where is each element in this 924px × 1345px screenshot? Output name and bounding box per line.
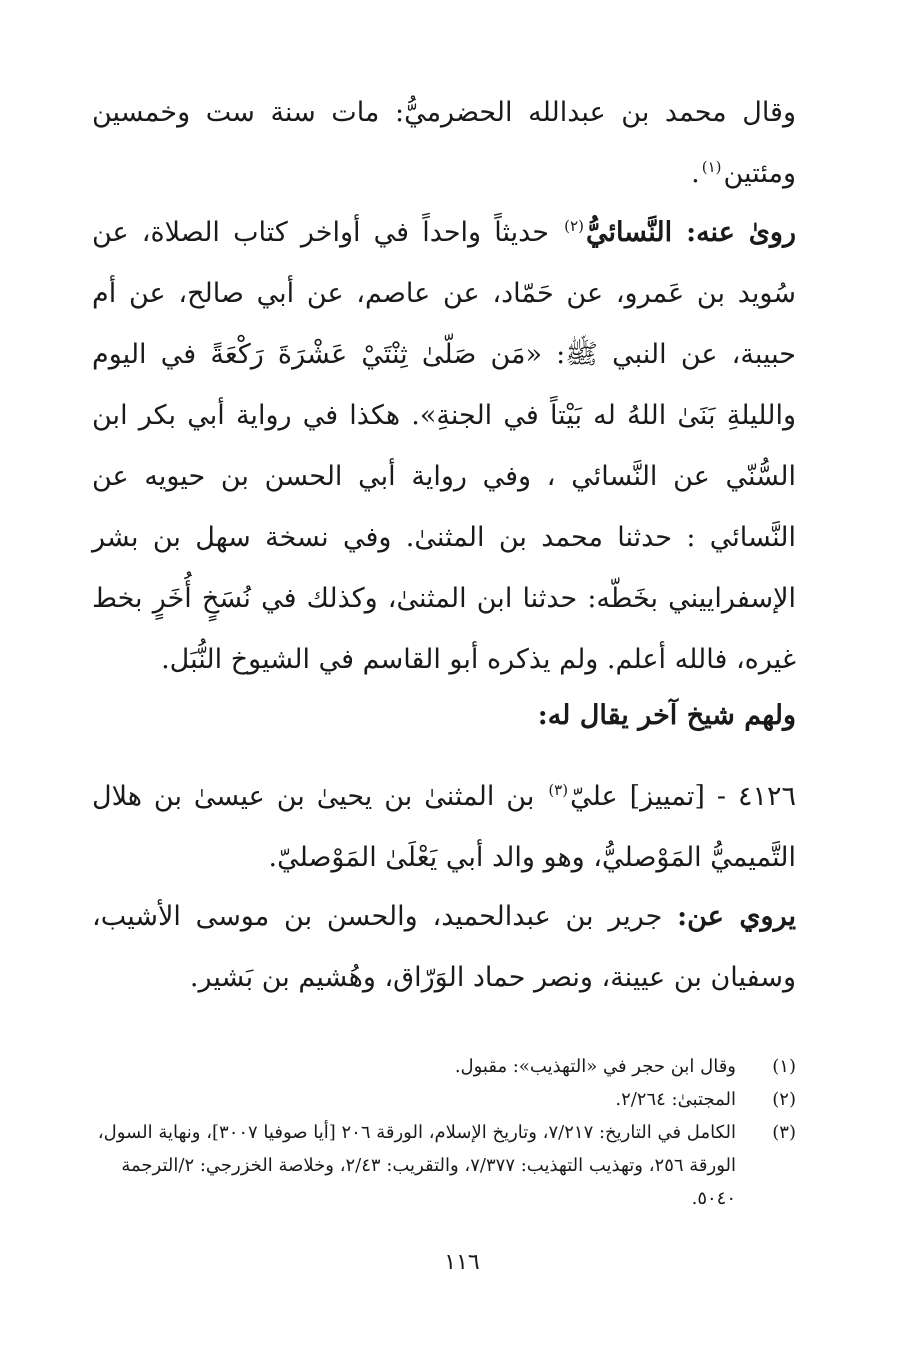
footnote-text: المجتبىٰ: ٢/٢٦٤.	[615, 1089, 736, 1110]
narrators-list: جرير بن عبدالحميد، والحسن بن موسى الأشيب، وسفيان بن عيينة، ونصر حماد الوَرّاق، وهُشيم بن بَشير.	[92, 901, 796, 993]
footnote-number: (٢)	[772, 1089, 796, 1110]
footnote-marker-1[interactable]: (١)	[701, 158, 722, 176]
narration-body: حديثاً واحداً في أواخر كتاب الصلاة، عن سُويد بن عَمرو، عن حَمّاد، عن عاصم، عن أبي صالح، عن أم حبيبة، عن النبي ﷺ: «مَن صَلّىٰ ثِنْتَيْ عَشْرَةَ رَكْعَةً في اليوم والليلةِ بَنَىٰ اللهُ له بَيْتاً في الجنةِ». هكذا في رواية أبي بكر ابن السُّنّي عن النَّسائي ، وفي رواية أبي الحسن بن حيويه عن النَّسائي : حدثنا محمد بن المثنىٰ. وفي نسخة سهل بن بشر الإسفراييني بخَطّه: حدثنا ابن المثنىٰ، وكذلك في نُسَخٍ أُخَرٍ بخط غيره، فالله أعلم. ولم يذكره أبو القاسم في الشيوخ النُّبَل.	[92, 217, 796, 675]
footnote-text: الكامل في التاريخ: ٧/٢١٧، وتاريخ الإسلام، الورقة ٢٠٦ [أيا صوفيا ٣٠٠٧]، ونهاية السول، الورقة ٢٥٦، وتهذيب التهذيب: ٧/٣٧٧، والتقريب: ٢/٤٣، وخلاصة الخزرجي: ٢/الترجمة ٥٠٤٠.	[97, 1122, 736, 1209]
narrators-paragraph	[92, 886, 796, 1008]
paragraph-death-date	[92, 82, 796, 204]
biography-entry	[92, 766, 796, 888]
page-number: ١١٦	[444, 1250, 480, 1275]
footnote-item	[92, 1116, 796, 1215]
footnote-item	[92, 1083, 796, 1116]
entry-lineage: بن المثنىٰ بن يحيىٰ بن عيسىٰ بن هلال التَّميميُّ المَوْصليُّ، وهو والد أبي يَعْلَىٰ المَوْصليّ.	[92, 781, 796, 873]
footnote-text: وقال ابن حجر في «التهذيب»: مقبول.	[454, 1056, 736, 1077]
paragraph-text: وقال محمد بن عبدالله الحضرميُّ: مات سنة ست وخمسين ومئتين	[92, 97, 796, 189]
paragraph-narration	[92, 202, 796, 690]
footnote-item	[92, 1050, 796, 1083]
footnote-number: (١)	[772, 1056, 796, 1077]
entry-number-name: ٤١٢٦ - [تمييز] عليّ	[570, 781, 796, 812]
footnotes-section	[92, 1050, 796, 1215]
paragraph-end: .	[691, 158, 700, 189]
footnote-marker-3[interactable]: (٣)	[548, 781, 569, 799]
section-heading: ولهم شيخ آخر يقال له:	[537, 700, 796, 731]
narrates-from-lead: يروي عن:	[677, 901, 796, 932]
narrated-by-lead: روىٰ عنه: النَّسائيُّ	[585, 217, 796, 248]
footnote-marker-2[interactable]: (٢)	[564, 217, 584, 235]
footnote-number: (٣)	[772, 1122, 796, 1143]
